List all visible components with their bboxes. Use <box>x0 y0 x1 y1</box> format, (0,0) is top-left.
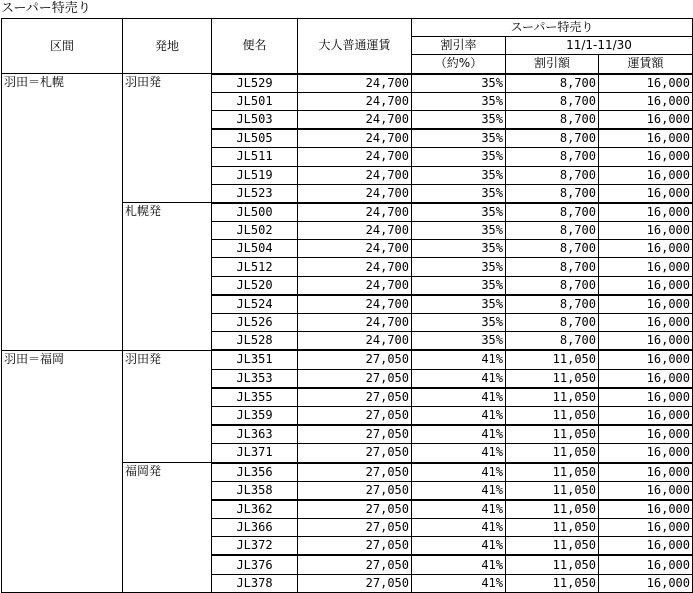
discount-amount: 11,050 <box>506 519 599 537</box>
discount-rate: 41% <box>412 481 506 500</box>
discount-rate: 41% <box>412 537 506 556</box>
flight-number: JL528 <box>212 332 298 351</box>
fare-amount: 16,000 <box>599 332 693 351</box>
flight-number: JL353 <box>212 369 298 388</box>
normal-fare: 24,700 <box>298 74 412 93</box>
fare-amount: 16,000 <box>599 481 693 500</box>
normal-fare: 24,700 <box>298 240 412 258</box>
header-origin: 発地 <box>123 19 212 74</box>
discount-amount: 11,050 <box>506 425 599 444</box>
flight-number: JL363 <box>212 425 298 444</box>
fare-amount: 16,000 <box>599 463 693 482</box>
header-section: 区間 <box>2 19 123 74</box>
normal-fare: 24,700 <box>298 110 412 129</box>
fare-amount: 16,000 <box>599 500 693 519</box>
discount-rate: 35% <box>412 276 506 295</box>
discount-amount: 8,700 <box>506 332 599 351</box>
discount-rate: 35% <box>412 184 506 203</box>
fare-table-header <box>2 19 693 74</box>
discount-rate: 35% <box>412 332 506 351</box>
normal-fare: 24,700 <box>298 222 412 240</box>
discount-amount: 8,700 <box>506 166 599 184</box>
normal-fare: 24,700 <box>298 295 412 314</box>
fare-table <box>1 18 693 593</box>
flight-number: JL372 <box>212 537 298 556</box>
discount-amount: 8,700 <box>506 203 599 222</box>
fare-amount: 16,000 <box>599 519 693 537</box>
origin-name: 羽田発 <box>123 350 212 462</box>
header-promo-group: スーパー特売り <box>412 19 693 37</box>
discount-rate: 35% <box>412 74 506 93</box>
origin-name: 札幌発 <box>123 203 212 351</box>
discount-amount: 8,700 <box>506 240 599 258</box>
discount-amount: 11,050 <box>506 481 599 500</box>
header-normal-fare: 大人普通運賃 <box>298 19 412 74</box>
discount-amount: 8,700 <box>506 74 599 93</box>
flight-number: JL501 <box>212 92 298 110</box>
flight-number: JL371 <box>212 444 298 463</box>
fare-amount: 16,000 <box>599 314 693 332</box>
origin-name: 羽田発 <box>123 74 212 203</box>
flight-number: JL523 <box>212 184 298 203</box>
fare-amount: 16,000 <box>599 184 693 203</box>
fare-amount: 16,000 <box>599 425 693 444</box>
normal-fare: 24,700 <box>298 184 412 203</box>
header-fare-amount: 運賃額 <box>599 55 693 74</box>
flight-number: JL526 <box>212 314 298 332</box>
discount-amount: 8,700 <box>506 129 599 148</box>
normal-fare: 27,050 <box>298 406 412 425</box>
discount-rate: 41% <box>412 574 506 592</box>
discount-rate: 35% <box>412 166 506 184</box>
fare-amount: 16,000 <box>599 166 693 184</box>
flight-number: JL500 <box>212 203 298 222</box>
discount-amount: 11,050 <box>506 555 599 574</box>
normal-fare: 24,700 <box>298 148 412 166</box>
flight-number: JL376 <box>212 555 298 574</box>
sheet-title: スーパー特売り <box>1 1 91 16</box>
fare-amount: 16,000 <box>599 203 693 222</box>
discount-amount: 8,700 <box>506 110 599 129</box>
discount-rate: 35% <box>412 295 506 314</box>
discount-rate: 35% <box>412 240 506 258</box>
discount-amount: 11,050 <box>506 406 599 425</box>
fare-amount: 16,000 <box>599 276 693 295</box>
header-discount-rate-unit: （約%） <box>412 55 506 74</box>
discount-rate: 41% <box>412 406 506 425</box>
discount-amount: 11,050 <box>506 537 599 556</box>
discount-amount: 8,700 <box>506 222 599 240</box>
flight-number: JL505 <box>212 129 298 148</box>
discount-amount: 8,700 <box>506 92 599 110</box>
normal-fare: 27,050 <box>298 537 412 556</box>
fare-amount: 16,000 <box>599 537 693 556</box>
discount-rate: 41% <box>412 463 506 482</box>
normal-fare: 24,700 <box>298 258 412 276</box>
discount-amount: 11,050 <box>506 350 599 369</box>
discount-rate: 35% <box>412 148 506 166</box>
normal-fare: 27,050 <box>298 388 412 407</box>
discount-rate: 35% <box>412 110 506 129</box>
fare-amount: 16,000 <box>599 574 693 592</box>
normal-fare: 27,050 <box>298 350 412 369</box>
discount-rate: 35% <box>412 129 506 148</box>
fare-amount: 16,000 <box>599 240 693 258</box>
discount-rate: 41% <box>412 500 506 519</box>
normal-fare: 24,700 <box>298 314 412 332</box>
normal-fare: 24,700 <box>298 129 412 148</box>
discount-amount: 11,050 <box>506 463 599 482</box>
fare-amount: 16,000 <box>599 148 693 166</box>
discount-amount: 8,700 <box>506 148 599 166</box>
discount-rate: 35% <box>412 258 506 276</box>
flight-number: JL503 <box>212 110 298 129</box>
discount-amount: 8,700 <box>506 314 599 332</box>
origin-name: 福岡発 <box>123 463 212 593</box>
fare-amount: 16,000 <box>599 222 693 240</box>
flight-number: JL519 <box>212 166 298 184</box>
fare-amount: 16,000 <box>599 129 693 148</box>
discount-rate: 41% <box>412 425 506 444</box>
fare-amount: 16,000 <box>599 350 693 369</box>
flight-number: JL356 <box>212 463 298 482</box>
discount-amount: 11,050 <box>506 369 599 388</box>
header-discount-rate: 割引率 <box>412 37 506 55</box>
fare-amount: 16,000 <box>599 406 693 425</box>
fare-table-body <box>2 74 693 593</box>
fare-amount: 16,000 <box>599 74 693 93</box>
normal-fare: 24,700 <box>298 166 412 184</box>
fare-amount: 16,000 <box>599 92 693 110</box>
flight-number: JL512 <box>212 258 298 276</box>
discount-rate: 41% <box>412 369 506 388</box>
flight-number: JL504 <box>212 240 298 258</box>
normal-fare: 24,700 <box>298 332 412 351</box>
discount-rate: 41% <box>412 444 506 463</box>
discount-amount: 11,050 <box>506 500 599 519</box>
discount-rate: 41% <box>412 519 506 537</box>
normal-fare: 27,050 <box>298 463 412 482</box>
header-discount-amount: 割引額 <box>506 55 599 74</box>
section-name: 羽田＝札幌 <box>2 74 123 351</box>
flight-number: JL351 <box>212 350 298 369</box>
normal-fare: 27,050 <box>298 369 412 388</box>
header-flight: 便名 <box>212 19 298 74</box>
fare-amount: 16,000 <box>599 295 693 314</box>
flight-number: JL358 <box>212 481 298 500</box>
flight-number: JL359 <box>212 406 298 425</box>
discount-rate: 35% <box>412 203 506 222</box>
table-row <box>2 350 693 369</box>
fare-amount: 16,000 <box>599 555 693 574</box>
normal-fare: 27,050 <box>298 519 412 537</box>
fare-amount: 16,000 <box>599 388 693 407</box>
discount-amount: 11,050 <box>506 574 599 592</box>
normal-fare: 27,050 <box>298 500 412 519</box>
normal-fare: 24,700 <box>298 276 412 295</box>
header-period: 11/1-11/30 <box>506 37 693 55</box>
table-row <box>2 74 693 93</box>
normal-fare: 27,050 <box>298 481 412 500</box>
fare-amount: 16,000 <box>599 444 693 463</box>
discount-rate: 41% <box>412 388 506 407</box>
discount-amount: 8,700 <box>506 276 599 295</box>
discount-amount: 11,050 <box>506 444 599 463</box>
discount-amount: 8,700 <box>506 295 599 314</box>
normal-fare: 24,700 <box>298 92 412 110</box>
section-name: 羽田＝福岡 <box>2 350 123 592</box>
flight-number: JL524 <box>212 295 298 314</box>
normal-fare: 24,700 <box>298 203 412 222</box>
flight-number: JL362 <box>212 500 298 519</box>
flight-number: JL520 <box>212 276 298 295</box>
normal-fare: 27,050 <box>298 425 412 444</box>
fare-amount: 16,000 <box>599 110 693 129</box>
flight-number: JL529 <box>212 74 298 93</box>
fare-amount: 16,000 <box>599 369 693 388</box>
discount-amount: 8,700 <box>506 258 599 276</box>
flight-number: JL378 <box>212 574 298 592</box>
discount-rate: 35% <box>412 222 506 240</box>
flight-number: JL366 <box>212 519 298 537</box>
discount-amount: 8,700 <box>506 184 599 203</box>
flight-number: JL502 <box>212 222 298 240</box>
flight-number: JL355 <box>212 388 298 407</box>
discount-rate: 35% <box>412 92 506 110</box>
discount-rate: 41% <box>412 350 506 369</box>
normal-fare: 27,050 <box>298 574 412 592</box>
normal-fare: 27,050 <box>298 444 412 463</box>
discount-amount: 11,050 <box>506 388 599 407</box>
normal-fare: 27,050 <box>298 555 412 574</box>
discount-rate: 35% <box>412 314 506 332</box>
flight-number: JL511 <box>212 148 298 166</box>
discount-rate: 41% <box>412 555 506 574</box>
fare-amount: 16,000 <box>599 258 693 276</box>
